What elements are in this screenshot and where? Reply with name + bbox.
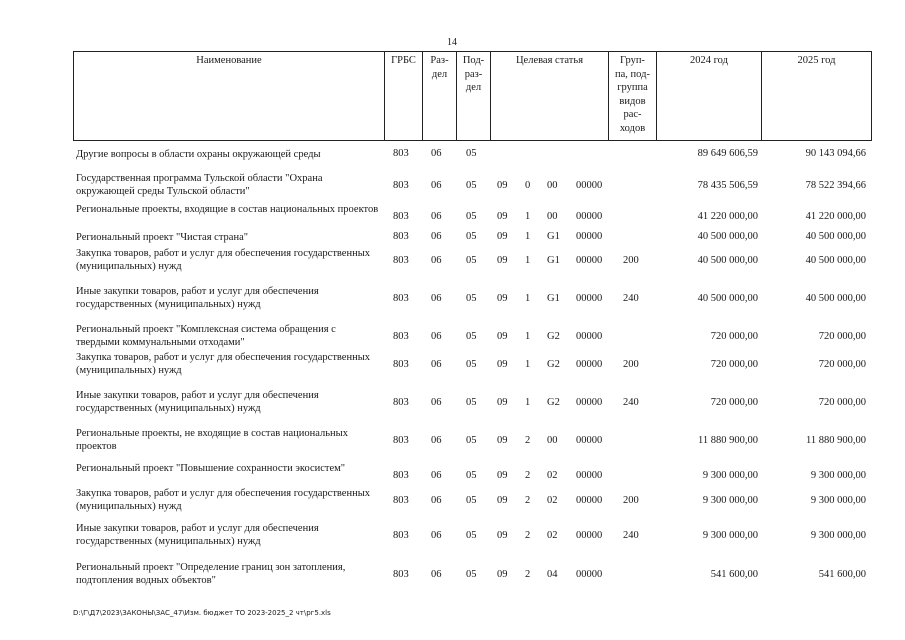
- row-target-program: 09: [497, 569, 508, 580]
- row-value-2024: 78 435 506,59: [697, 180, 758, 191]
- row-name: Региональный проект "Комплексная система обращения с твердыми коммунальными отходами": [76, 324, 336, 348]
- row-name: Закупка товаров, работ и услуг для обеспечения государственных (муниципальных) нужд: [76, 352, 371, 376]
- row-razdel: 06: [431, 148, 442, 159]
- row-target-project: 04: [547, 569, 558, 580]
- row-name: Региональный проект "Повышение сохранности экосистем": [76, 463, 346, 474]
- row-target-direction: 00000: [576, 231, 603, 242]
- file-path-footer: D:\Г\Д7\2023\ЗАКОНЫ\ЗАС_47\Изм. бюджет ТО 2023-2025_2 чт\рг5.xls: [73, 609, 331, 617]
- row-target-direction: 00000: [576, 359, 603, 370]
- row-value-2024: 41 220 000,00: [697, 211, 758, 222]
- row-name: Другие вопросы в области охраны окружающей среды: [76, 149, 321, 160]
- row-value-2024: 720 000,00: [710, 397, 758, 408]
- row-target-project: 00: [547, 180, 558, 191]
- row-razdel: 06: [431, 495, 442, 506]
- row-value-2025: 720 000,00: [818, 397, 866, 408]
- row-grbs: 803: [393, 435, 409, 446]
- row-target-direction: 00000: [576, 397, 603, 408]
- row-value-2025: 90 143 094,66: [805, 148, 866, 159]
- row-target-project: 02: [547, 495, 558, 506]
- row-name: Закупка товаров, работ и услуг для обеспечения государственных (муниципальных) нужд: [76, 488, 371, 512]
- row-target-program: 09: [497, 435, 508, 446]
- row-podrazdel: 05: [466, 231, 477, 242]
- row-value-2025: 541 600,00: [818, 569, 866, 580]
- row-grbs: 803: [393, 397, 409, 408]
- header-2024: 2024 год: [656, 52, 761, 140]
- row-grbs: 803: [393, 293, 409, 304]
- row-grbs: 803: [393, 255, 409, 266]
- row-target-subprogram: 2: [525, 530, 531, 541]
- row-value-2024: 40 500 000,00: [697, 231, 758, 242]
- row-razdel: 06: [431, 359, 442, 370]
- header-name: Наименование: [196, 55, 262, 66]
- row-value-2024: 40 500 000,00: [697, 293, 758, 304]
- row-expense-group: 240: [623, 397, 639, 408]
- row-target-subprogram: 2: [525, 495, 531, 506]
- row-target-program: 09: [497, 180, 508, 191]
- row-podrazdel: 05: [466, 331, 477, 342]
- row-podrazdel: 05: [466, 180, 477, 191]
- row-value-2025: 40 500 000,00: [805, 231, 866, 242]
- header-target: Целевая статья: [490, 52, 608, 140]
- row-podrazdel: 05: [466, 470, 477, 481]
- row-target-project: G1: [547, 293, 560, 304]
- row-grbs: 803: [393, 231, 409, 242]
- row-value-2025: 9 300 000,00: [810, 530, 866, 541]
- row-value-2024: 720 000,00: [710, 359, 758, 370]
- row-target-subprogram: 1: [525, 255, 531, 266]
- row-target-project: G2: [547, 397, 560, 408]
- header-razdel: Раз- дел: [422, 52, 456, 140]
- row-value-2025: 40 500 000,00: [805, 255, 866, 266]
- row-expense-group: 240: [623, 530, 639, 541]
- row-value-2025: 41 220 000,00: [805, 211, 866, 222]
- row-target-project: 02: [547, 530, 558, 541]
- row-target-project: G2: [547, 331, 560, 342]
- row-razdel: 06: [431, 255, 442, 266]
- row-razdel: 06: [431, 397, 442, 408]
- row-value-2025: 720 000,00: [818, 359, 866, 370]
- row-value-2025: 11 880 900,00: [806, 435, 866, 446]
- row-name: Региональный проект "Чистая страна": [76, 232, 249, 243]
- row-target-direction: 00000: [576, 435, 603, 446]
- row-value-2024: 720 000,00: [710, 331, 758, 342]
- row-target-direction: 00000: [576, 293, 603, 304]
- row-target-subprogram: 2: [525, 569, 531, 580]
- row-expense-group: 200: [623, 495, 639, 506]
- row-target-program: 09: [497, 530, 508, 541]
- row-podrazdel: 05: [466, 293, 477, 304]
- row-value-2024: 541 600,00: [710, 569, 758, 580]
- row-razdel: 06: [431, 293, 442, 304]
- row-target-subprogram: 1: [525, 211, 531, 222]
- row-name: Иные закупки товаров, работ и услуг для обеспечения государственных (муниципальных) нужд: [76, 286, 319, 310]
- row-target-project: G1: [547, 231, 560, 242]
- header-grbs: ГРБС: [384, 52, 422, 140]
- row-name: Иные закупки товаров, работ и услуг для обеспечения государственных (муниципальных) нужд: [76, 390, 319, 414]
- row-grbs: 803: [393, 530, 409, 541]
- row-podrazdel: 05: [466, 255, 477, 266]
- row-target-direction: 00000: [576, 569, 603, 580]
- row-podrazdel: 05: [466, 397, 477, 408]
- row-podrazdel: 05: [466, 211, 477, 222]
- row-grbs: 803: [393, 180, 409, 191]
- row-target-subprogram: 2: [525, 435, 531, 446]
- row-grbs: 803: [393, 569, 409, 580]
- row-razdel: 06: [431, 211, 442, 222]
- row-expense-group: 240: [623, 293, 639, 304]
- row-value-2024: 40 500 000,00: [697, 255, 758, 266]
- row-value-2025: 78 522 394,66: [805, 180, 866, 191]
- row-target-direction: 00000: [576, 211, 603, 222]
- row-name: Государственная программа Тульской области "Охрана окружающей среды Тульской области": [76, 173, 323, 197]
- row-target-program: 09: [497, 359, 508, 370]
- row-value-2024: 9 300 000,00: [702, 470, 758, 481]
- row-value-2024: 89 649 606,59: [697, 148, 758, 159]
- row-name: Закупка товаров, работ и услуг для обеспечения государственных (муниципальных) нужд: [76, 248, 371, 272]
- row-target-subprogram: 1: [525, 397, 531, 408]
- row-name: Региональные проекты, не входящие в состав национальных проектов: [76, 428, 348, 452]
- row-target-program: 09: [497, 231, 508, 242]
- row-target-program: 09: [497, 495, 508, 506]
- row-razdel: 06: [431, 231, 442, 242]
- row-podrazdel: 05: [466, 359, 477, 370]
- row-target-project: G1: [547, 255, 560, 266]
- row-grbs: 803: [393, 470, 409, 481]
- row-target-subprogram: 1: [525, 293, 531, 304]
- row-podrazdel: 05: [466, 435, 477, 446]
- row-target-program: 09: [497, 255, 508, 266]
- row-target-project: 00: [547, 435, 558, 446]
- table-header: [73, 51, 872, 141]
- row-target-project: 02: [547, 470, 558, 481]
- row-target-subprogram: 1: [525, 359, 531, 370]
- row-value-2025: 720 000,00: [818, 331, 866, 342]
- row-target-direction: 00000: [576, 255, 603, 266]
- row-target-subprogram: 2: [525, 470, 531, 481]
- row-razdel: 06: [431, 331, 442, 342]
- row-name: Региональные проекты, входящие в состав национальных проектов: [76, 204, 379, 215]
- row-target-program: 09: [497, 293, 508, 304]
- row-grbs: 803: [393, 331, 409, 342]
- row-target-subprogram: 1: [525, 231, 531, 242]
- row-target-program: 09: [497, 397, 508, 408]
- page-number: 14: [447, 37, 457, 48]
- row-target-direction: 00000: [576, 180, 603, 191]
- row-podrazdel: 05: [466, 495, 477, 506]
- row-razdel: 06: [431, 180, 442, 191]
- row-target-direction: 00000: [576, 530, 603, 541]
- row-razdel: 06: [431, 435, 442, 446]
- row-target-subprogram: 1: [525, 331, 531, 342]
- row-grbs: 803: [393, 359, 409, 370]
- row-target-subprogram: 0: [525, 180, 531, 191]
- row-podrazdel: 05: [466, 569, 477, 580]
- row-razdel: 06: [431, 470, 442, 481]
- row-value-2024: 11 880 900,00: [698, 435, 758, 446]
- row-target-direction: 00000: [576, 331, 603, 342]
- row-target-program: 09: [497, 211, 508, 222]
- row-podrazdel: 05: [466, 530, 477, 541]
- row-value-2024: 9 300 000,00: [702, 495, 758, 506]
- row-grbs: 803: [393, 495, 409, 506]
- row-target-program: 09: [497, 331, 508, 342]
- row-podrazdel: 05: [466, 148, 477, 159]
- row-grbs: 803: [393, 211, 409, 222]
- header-group: Груп- па, под- группа видов рас- ходов: [608, 52, 656, 140]
- row-target-program: 09: [497, 470, 508, 481]
- row-target-direction: 00000: [576, 470, 603, 481]
- row-name: Иные закупки товаров, работ и услуг для обеспечения государственных (муниципальных) нужд: [76, 523, 319, 547]
- row-razdel: 06: [431, 569, 442, 580]
- header-podrazdel: Под- раз- дел: [456, 52, 490, 140]
- row-expense-group: 200: [623, 359, 639, 370]
- row-target-project: G2: [547, 359, 560, 370]
- row-target-project: 00: [547, 211, 558, 222]
- row-grbs: 803: [393, 148, 409, 159]
- row-target-direction: 00000: [576, 495, 603, 506]
- header-2025: 2025 год: [761, 52, 871, 140]
- row-expense-group: 200: [623, 255, 639, 266]
- row-razdel: 06: [431, 530, 442, 541]
- row-value-2025: 40 500 000,00: [805, 293, 866, 304]
- row-value-2025: 9 300 000,00: [810, 495, 866, 506]
- row-value-2025: 9 300 000,00: [810, 470, 866, 481]
- row-name: Региональный проект "Определение границ зон затопления, подтопления водных объектов": [76, 562, 346, 586]
- row-value-2024: 9 300 000,00: [702, 530, 758, 541]
